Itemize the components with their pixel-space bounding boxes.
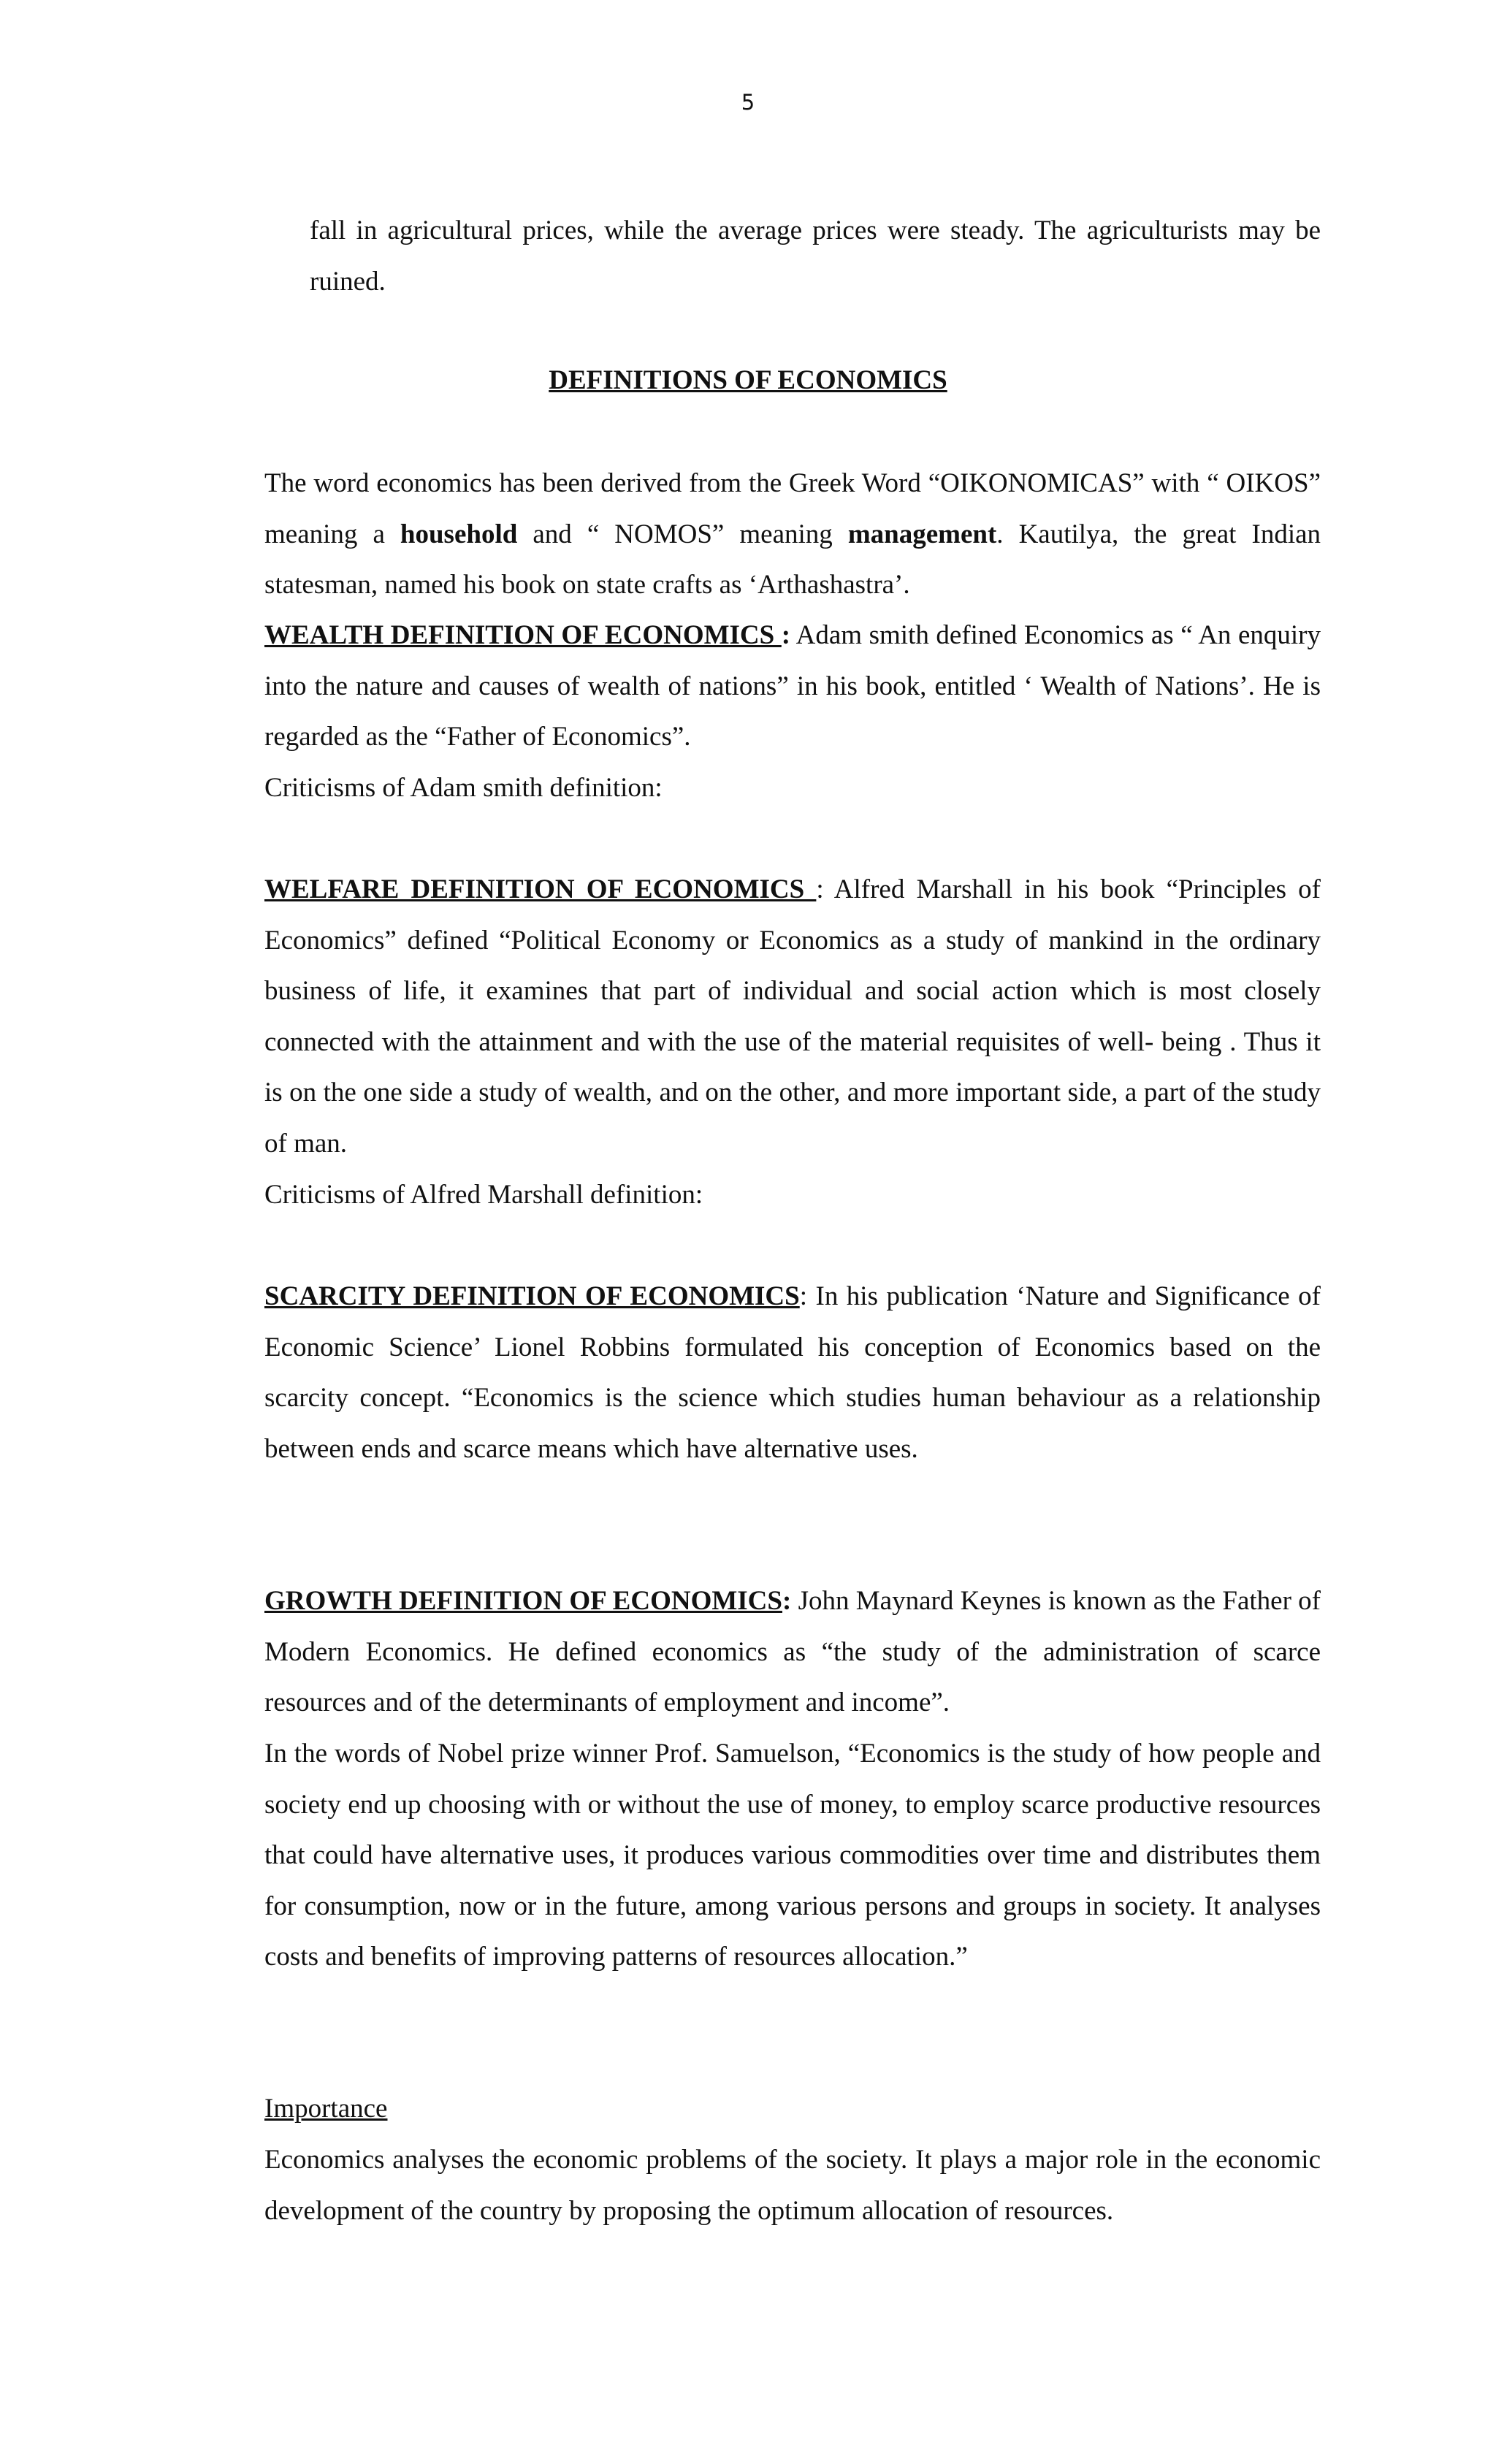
scarcity-definition-paragraph bbox=[264, 1271, 1321, 1474]
scarcity-definition-text: : In his publication ‘Nature and Significance of Economic Science’ Lionel Robbins formulated his conception of Economics based on the scarcity concept. “Economics is the science which studies human behaviour as a relationship between ends and scarce means which have alternative uses. bbox=[264, 1281, 1321, 1464]
importance-heading bbox=[264, 2083, 1321, 2135]
importance-heading-text: Importance bbox=[264, 2094, 388, 2124]
welfare-definition-heading: WELFARE DEFINITION OF ECONOMICS bbox=[264, 874, 817, 904]
scarcity-definition-heading: SCARCITY DEFINITION OF ECONOMICS bbox=[264, 1281, 800, 1311]
welfare-definition-text: : Alfred Marshall in his book “Principles of Economics” defined “Political Economy or Economics as a study of mankind in the ordinary business of life, it examines that part of individual and social action which is most closely connected with the attainment and with the use of the material requisites of well- being . Thus it is on the one side a study of wealth, and on the other, and more important side, a part of the study of man. bbox=[264, 874, 1321, 1159]
wealth-definition-paragraph bbox=[264, 610, 1321, 763]
intro-paragraph bbox=[264, 458, 1321, 611]
page-number: 5 bbox=[741, 90, 755, 115]
welfare-criticisms-line: Criticisms of Alfred Marshall definition: bbox=[264, 1180, 703, 1210]
intro-bold-household: household bbox=[400, 519, 518, 549]
intro-text-3: . Kautilya, the great Indian statesman, named his book on state crafts as ‘Arthashastra’. bbox=[264, 519, 1321, 600]
continuation-paragraph: fall in agricultural prices, while the average prices were steady. The agriculturists may be ruined. bbox=[310, 215, 1321, 297]
welfare-definition-paragraph bbox=[264, 864, 1321, 1169]
growth-definition-paragraph bbox=[264, 1576, 1321, 1728]
wealth-colon: : bbox=[781, 620, 791, 650]
growth-colon: : bbox=[782, 1586, 792, 1616]
intro-text-1: The word economics has been derived from the Greek Word “OIKONOMICAS” with “ OIKOS” meaning a bbox=[264, 468, 1321, 549]
wealth-definition-heading: WEALTH DEFINITION OF ECONOMICS bbox=[264, 620, 782, 650]
wealth-criticisms-line: Criticisms of Adam smith definition: bbox=[264, 773, 663, 803]
growth-definition-text: John Maynard Keynes is known as the Father of Modern Economics. He defined economics as “the study of the administration of scarce resources and of the determinants of employment and income”. bbox=[264, 1586, 1321, 1717]
main-heading: DEFINITIONS OF ECONOMICS bbox=[549, 365, 947, 395]
intro-text-2: and “ NOMOS” meaning bbox=[517, 519, 848, 549]
wealth-definition-text: Adam smith defined Economics as “ An enquiry into the nature and causes of wealth of nations” in his book, entitled ‘ Wealth of Nations’. He is regarded as the “Father of Economics”. bbox=[264, 620, 1321, 752]
intro-bold-management: management bbox=[847, 519, 997, 549]
importance-paragraph: Economics analyses the economic problems of the society. It plays a major role in the economic development of the country by proposing the optimum allocation of resources. bbox=[264, 2145, 1321, 2226]
samuelson-definition-paragraph: In the words of Nobel prize winner Prof. Samuelson, “Economics is the study of how people and society end up choosing with or without the use of money, to employ scarce productive resources that could have alternative uses, it produces various commodities over time and distributes them for consumption, now or in the future, among various persons and groups in society. It analyses costs and benefits of improving patterns of resources allocation.” bbox=[264, 1739, 1321, 1972]
growth-definition-heading: GROWTH DEFINITION OF ECONOMICS bbox=[264, 1586, 782, 1616]
